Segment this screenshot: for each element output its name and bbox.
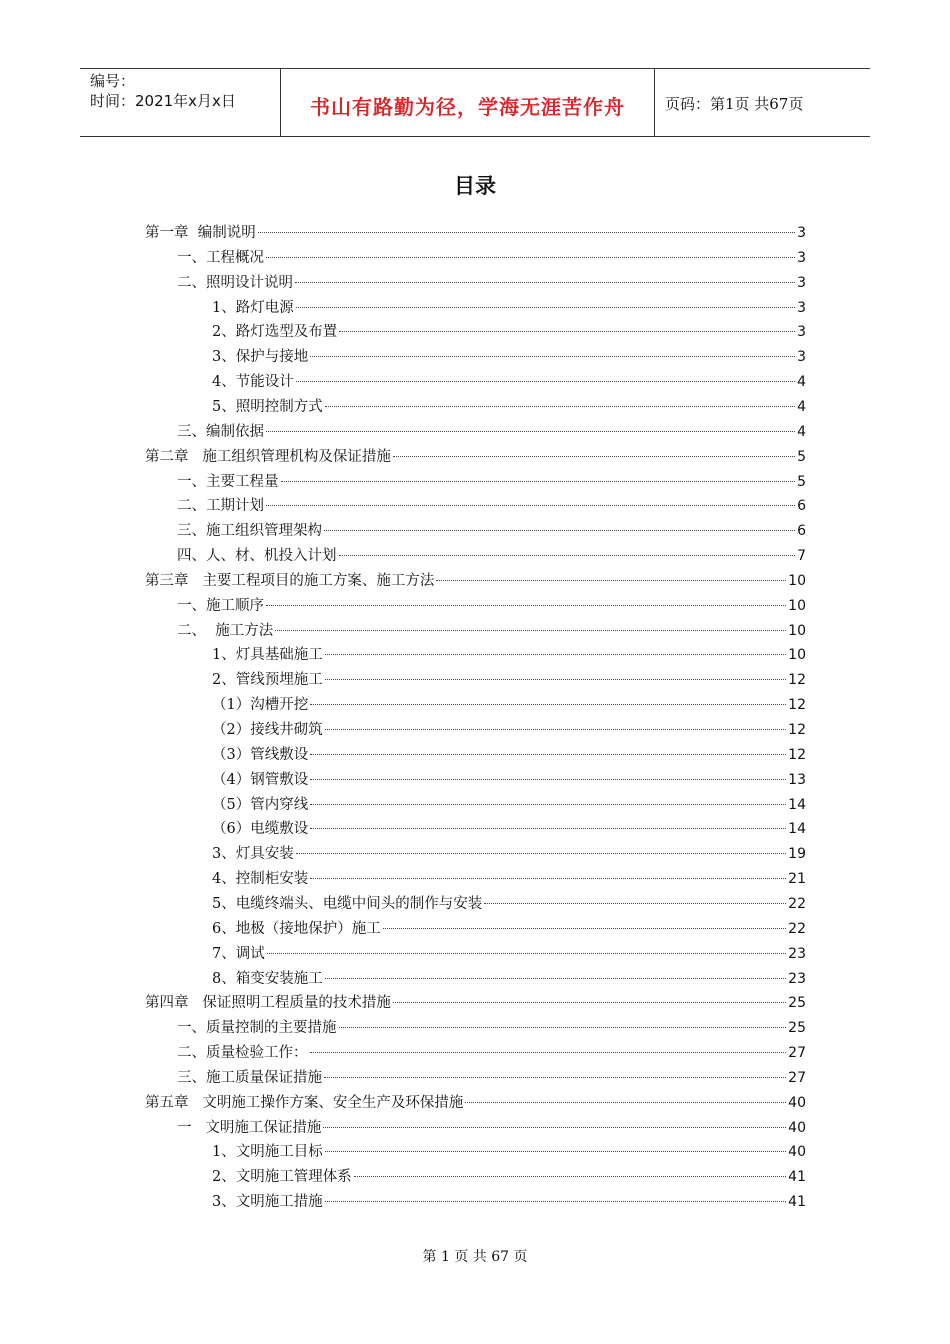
toc-entry-page: 12 (788, 697, 806, 714)
toc-entry[interactable] (212, 842, 806, 866)
toc-entry-page: 10 (788, 622, 806, 639)
toc-leader-dots (393, 1002, 786, 1003)
header-left-cell (80, 69, 281, 136)
toc-leader-dots (339, 331, 795, 332)
toc-entry[interactable] (212, 793, 806, 817)
toc-entry-label: 第四章 保证照明工程质量的技术措施 (145, 995, 391, 1012)
toc-entry[interactable] (212, 768, 806, 792)
toc-entry[interactable] (177, 594, 806, 618)
toc-entry[interactable] (212, 1140, 806, 1164)
toc-entry-page: 10 (788, 597, 806, 614)
toc-leader-dots (281, 481, 796, 482)
toc-leader-dots (339, 555, 796, 556)
toc-entry-label: 四、人、材、机投入计划 (177, 548, 337, 565)
toc-entry-label: （2）接线井砌筑 (212, 722, 323, 738)
toc-entry[interactable] (212, 718, 806, 742)
toc-entry-label: 6、地极（接地保护）施工 (212, 920, 381, 937)
toc-entry[interactable] (177, 246, 806, 270)
toc-entry-page: 22 (788, 895, 806, 912)
toc-leader-dots (258, 232, 795, 233)
toc-entry-page: 3 (797, 225, 806, 241)
toc-leader-dots (325, 729, 786, 730)
toc-entry-page: 5 (797, 473, 806, 490)
toc-entry-page: 3 (797, 324, 806, 341)
toc-entry-label: 一、质量控制的主要措施 (177, 1020, 337, 1037)
toc-leader-dots (325, 654, 786, 655)
toc-entry[interactable] (212, 942, 806, 966)
toc-entry-page: 40 (788, 1144, 806, 1161)
toc-leader-dots (310, 1052, 787, 1053)
toc-leader-dots (325, 406, 795, 407)
toc-entry[interactable] (212, 967, 806, 991)
toc-entry[interactable] (177, 1066, 806, 1090)
toc-leader-dots (354, 1176, 786, 1177)
toc-entry-label: （3）管线敷设 (212, 746, 309, 763)
toc-entry-label: 第三章 主要工程项目的施工方案、施工方法 (145, 572, 435, 589)
toc-entry-page: 41 (788, 1194, 806, 1211)
toc-entry-label: 第一章 编制说明 (145, 225, 256, 241)
toc-leader-dots (310, 828, 786, 829)
document-number-label: 编号： (90, 72, 136, 90)
toc-leader-dots (296, 853, 786, 854)
toc-entry-label: 第五章 文明施工操作方案、安全生产及环保措施 (145, 1094, 464, 1111)
toc-leader-dots (310, 754, 786, 755)
toc-leader-dots (484, 903, 786, 904)
toc-leader-dots (275, 630, 786, 631)
toc-leader-dots (310, 704, 786, 705)
toc-entry[interactable] (177, 1016, 806, 1040)
toc-entry-label: 3、文明施工措施 (212, 1194, 323, 1211)
toc-entry[interactable] (212, 817, 806, 841)
toc-entry-page: 25 (788, 1020, 806, 1037)
toc-entry-page: 25 (788, 995, 806, 1012)
toc-entry[interactable] (145, 1091, 806, 1115)
toc-entry-label: 3、保护与接地 (212, 349, 309, 366)
toc-entry-label: 2、文明施工管理体系 (212, 1169, 352, 1186)
toc-entry-label: 三、编制依据 (177, 423, 264, 440)
toc-entry[interactable] (212, 395, 806, 419)
toc-entry-label: （4）钢管敷设 (212, 771, 309, 788)
toc-entry-label: 一、施工顺序 (177, 597, 264, 614)
toc-title: 目录 (454, 174, 496, 198)
toc-entry[interactable] (177, 519, 806, 543)
toc-leader-dots (324, 530, 795, 531)
toc-leader-dots (436, 580, 786, 581)
toc-entry[interactable] (212, 1190, 806, 1214)
toc-entry-page: 27 (788, 1045, 806, 1062)
toc-entry-label: 3、灯具安装 (212, 846, 294, 863)
toc-entry-label: 8、箱变安装施工 (212, 970, 323, 987)
toc-entry[interactable] (212, 1165, 806, 1189)
toc-leader-dots (339, 1027, 787, 1028)
toc-leader-dots (325, 1201, 786, 1202)
toc-entry-page: 40 (788, 1094, 806, 1111)
toc-entry-label: 第二章 施工组织管理机构及保证措施 (145, 448, 391, 465)
toc-entry-page: 23 (788, 945, 806, 962)
toc-entry-label: 2、管线预埋施工 (212, 672, 323, 689)
toc-leader-dots (267, 953, 786, 954)
toc-entry[interactable] (177, 619, 806, 643)
toc-leader-dots (310, 779, 786, 780)
toc-leader-dots (266, 505, 795, 506)
header-motto-cell (281, 69, 655, 136)
toc-leader-dots (465, 1102, 786, 1103)
toc-entry-page: 13 (788, 771, 806, 788)
toc-entry-page: 27 (788, 1069, 806, 1086)
header-page-info-cell (655, 69, 870, 136)
toc-entry-page: 19 (788, 846, 806, 863)
toc-entry-label: 2、路灯选型及布置 (212, 324, 338, 341)
toc-entry[interactable] (177, 470, 806, 494)
toc-entry-page: 23 (788, 970, 806, 987)
toc-leader-dots (323, 1127, 786, 1128)
toc-entry-label: 4、节能设计 (212, 374, 294, 391)
toc-entry[interactable] (212, 867, 806, 891)
toc-leader-dots (266, 431, 795, 432)
toc-entry[interactable] (177, 1041, 806, 1065)
toc-leader-dots (383, 928, 786, 929)
page-footer: 第 1 页 共 67 页 (422, 1249, 528, 1265)
toc-entry[interactable] (212, 643, 806, 667)
toc-entry-page: 4 (797, 374, 806, 391)
toc-entry-page: 22 (788, 920, 806, 937)
toc-entry-page: 6 (797, 498, 806, 515)
toc-entry[interactable] (145, 221, 806, 245)
toc-entry[interactable] (212, 693, 806, 717)
toc-entry[interactable] (177, 494, 806, 518)
toc-entry[interactable] (212, 345, 806, 369)
toc-entry-label: （5）管内穿线 (212, 796, 309, 813)
toc-leader-dots (325, 978, 786, 979)
toc-entry-label: 一、主要工程量 (177, 473, 279, 490)
toc-entry-label: 7、调试 (212, 945, 265, 962)
toc-entry-page: 6 (797, 523, 806, 540)
toc-leader-dots (296, 381, 795, 382)
toc-entry-page: 7 (797, 548, 806, 565)
toc-entry[interactable] (212, 743, 806, 767)
toc-entry-label: 一、工程概况 (177, 249, 264, 266)
toc-leader-dots (296, 307, 795, 308)
toc-leader-dots (310, 356, 795, 357)
toc-entry-label: 5、照明控制方式 (212, 398, 323, 415)
toc-entry-page: 12 (788, 672, 806, 689)
toc-leader-dots (295, 282, 795, 283)
toc-entry-page: 40 (788, 1119, 806, 1136)
header-page-info: 页码：第1页 共67页 (665, 95, 804, 113)
toc-leader-dots (310, 878, 786, 879)
toc-entry-label: 1、文明施工目标 (212, 1144, 323, 1161)
toc-entry[interactable] (145, 445, 806, 469)
toc-entry-label: 二、工期计划 (177, 498, 264, 515)
toc-leader-dots (310, 804, 786, 805)
toc-entry-page: 14 (788, 821, 806, 838)
toc-entry-page: 3 (797, 249, 806, 266)
toc-leader-dots (266, 605, 786, 606)
toc-leader-dots (325, 1151, 786, 1152)
toc-leader-dots (266, 257, 795, 258)
toc-entry-label: 二、照明设计说明 (177, 274, 293, 291)
toc-entry-label: 5、电缆终端头、电缆中间头的制作与安装 (212, 895, 483, 912)
toc-entry-label: （1）沟槽开挖 (212, 697, 309, 714)
toc-entry-page: 4 (797, 398, 806, 415)
toc-entry[interactable] (177, 544, 806, 568)
page-header (80, 68, 870, 137)
toc-entry[interactable] (212, 917, 806, 941)
toc-entry-page: 12 (788, 722, 806, 738)
toc-entry[interactable] (212, 668, 806, 692)
toc-entry-page: 41 (788, 1169, 806, 1186)
toc-entry[interactable] (145, 991, 806, 1015)
toc-entry-page: 3 (797, 274, 806, 291)
toc-entry-page: 5 (797, 448, 806, 465)
toc-entry[interactable] (145, 569, 806, 593)
toc-entry[interactable] (212, 320, 806, 344)
toc-entry-page: 14 (788, 796, 806, 813)
toc-entry-page: 3 (797, 349, 806, 366)
toc-entry-label: 一 文明施工保证措施 (177, 1119, 322, 1136)
header-motto: 书山有路勤为径，学海无涯苦作舟 (310, 95, 625, 119)
toc-leader-dots (324, 1077, 786, 1078)
toc-entry-label: （6）电缆敷设 (212, 821, 309, 838)
toc-entry-page: 12 (788, 746, 806, 763)
toc-entry-label: 4、控制柜安装 (212, 871, 309, 888)
document-date-label: 时间：2021年x月x日 (90, 92, 236, 110)
toc-entry-label: 1、灯具基础施工 (212, 647, 323, 664)
toc-entry-label: 三、施工质量保证措施 (177, 1069, 322, 1086)
toc-entry[interactable] (177, 420, 806, 444)
toc-leader-dots (393, 456, 795, 457)
toc-entry-label: 二、质量检验工作： (177, 1045, 308, 1062)
toc-entry-page: 3 (797, 299, 806, 316)
toc-entry[interactable] (177, 1116, 806, 1140)
toc-entry-label: 1、路灯电源 (212, 299, 294, 316)
toc-entry[interactable] (212, 370, 806, 394)
toc-entry-label: 三、施工组织管理架构 (177, 523, 322, 540)
toc-entry[interactable] (212, 892, 806, 916)
toc-entry[interactable] (212, 296, 806, 320)
toc-entry-page: 10 (788, 572, 806, 589)
toc-leader-dots (325, 679, 786, 680)
toc-entry-page: 10 (788, 647, 806, 664)
toc-entry[interactable] (177, 271, 806, 295)
toc-entry-label: 二、 施工方法 (177, 622, 274, 639)
toc-entry-page: 4 (797, 423, 806, 440)
toc-entry-page: 21 (788, 871, 806, 888)
